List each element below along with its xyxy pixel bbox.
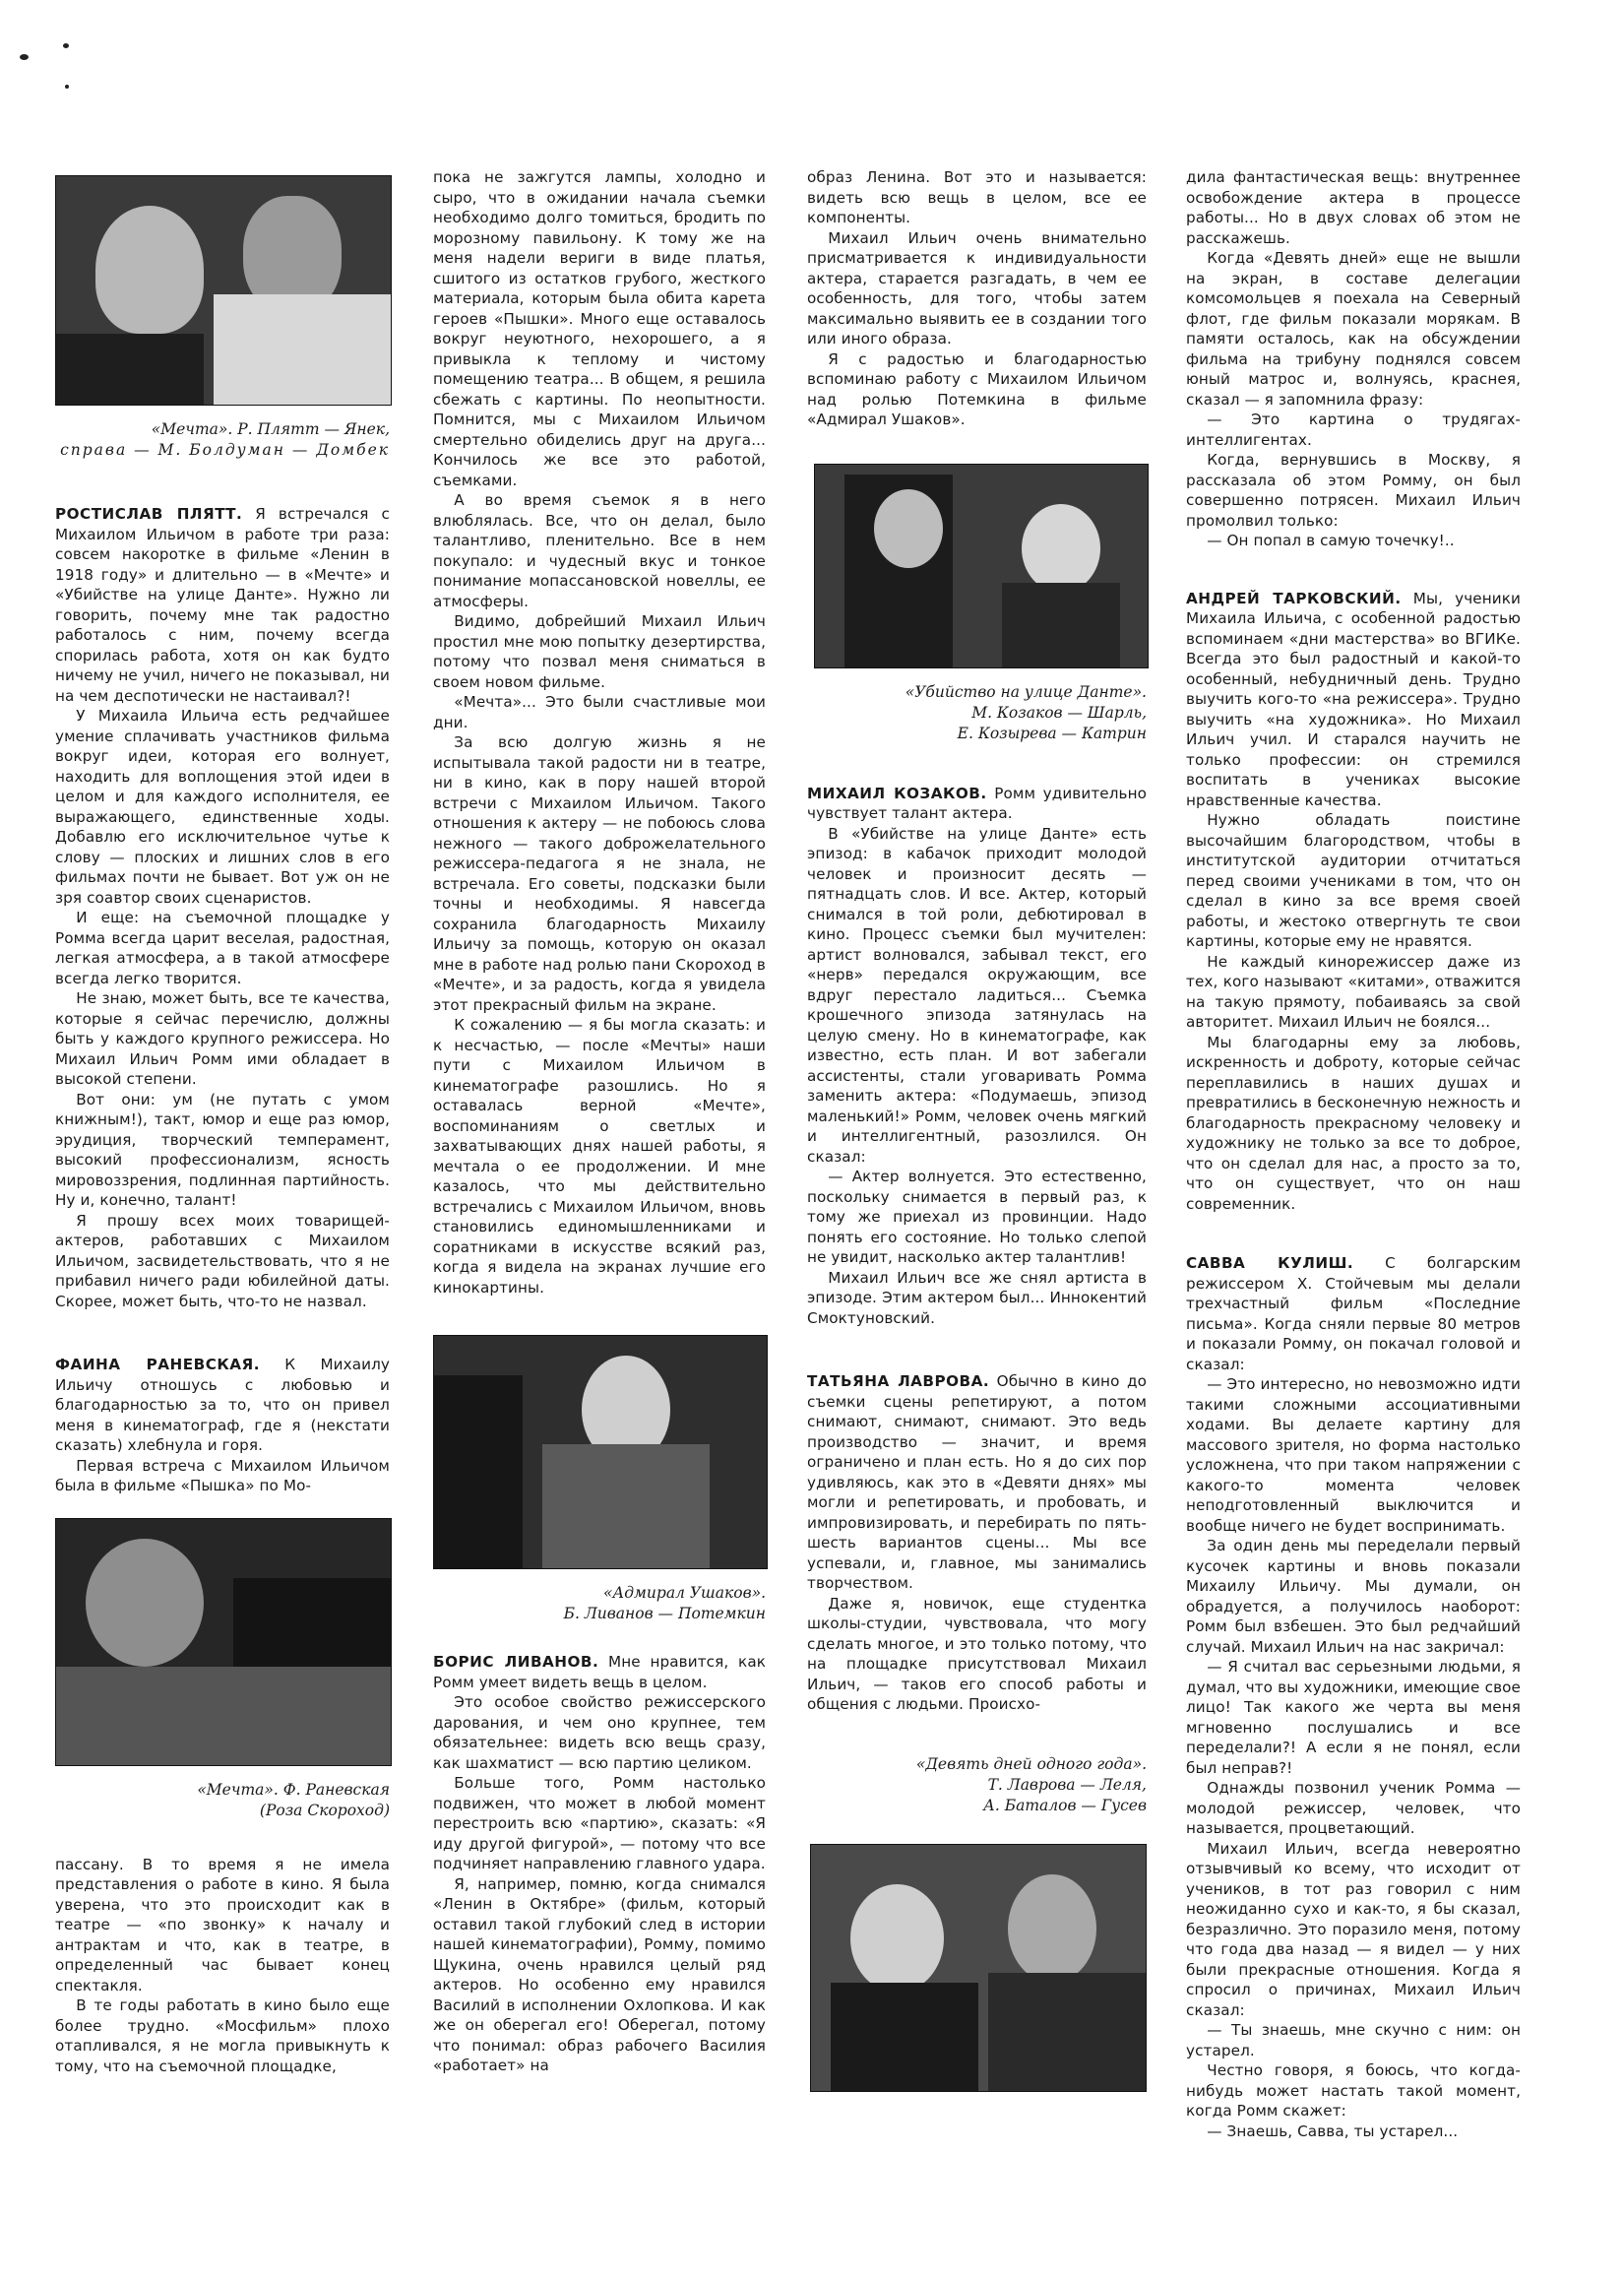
paragraph: дила фантастическая вещь: внутреннее освобождение актера в процессе работы... Но в двух словах об этом не расскажешь. [1186, 168, 1521, 247]
paragraph: Вот они: ум (не путать с умом книжным!), такт, юмор и еще раз юмор, эрудиция, творческий темперамент, высокий профессионализм, ясность мировоззрения, подлинная партийность. Ну и, конечно, талант! [55, 1090, 390, 1209]
paragraph: Первая встреча с Михаилом Ильичом была в фильме «Пышка» по Мо- [55, 1456, 390, 1494]
photo-ubiistvo-dante [814, 464, 1149, 668]
paragraph: Не каждый кинорежиссер даже из тех, кого называют «китами», отважится на такую прямоту, побаиваясь за свой авторитет. Михаил Ильич не боялся... [1186, 952, 1521, 1031]
author-name-plyatt: РОСТИСЛАВ ПЛЯТТ. [55, 505, 243, 523]
paragraph: Когда, вернувшись в Москву, я рассказала об этом Ромму, он был совершенно потрясен. Михаил Ильич промолвил только: [1186, 451, 1521, 530]
paragraph: Это особое свойство режиссерского дарования, и чем оно крупнее, тем обязательнее: видеть всю вещь сразу, как шахматист — всю партию целиком. [433, 1693, 766, 1772]
paragraph: Я прошу всех моих товарищей-актеров, работавших с Михаилом Ильичом, засвидетельствовать, что я не прибавил ничего ради юбилейной даты. Скорее, может быть, что-то не назвал. [55, 1211, 390, 1310]
paragraph: Мы благодарны ему за любовь, искренность и доброту, которые сейчас переплавились в наших душах и превратились в бесконечную нежность и благодарность прекрасному человеку и художнику не только за все то доброе, что он сделал для нас, а просто за то, что он существует, что он наш современник. [1186, 1033, 1521, 1213]
paragraph: За один день мы переделали первый кусочек картины и вновь показали Михаилу Ильичу. Мы думали, он обрадуется, а получилось наоборот: Ромм был взбешен. Это был редчайший случай. Михаил Ильич на нас закричал: [1186, 1537, 1521, 1656]
author-name-livanov: БОРИС ЛИВАНОВ. [433, 1653, 599, 1671]
paragraph: «Мечта»... Это были счастливые мои дни. [433, 693, 766, 731]
photo-devyat-dnei [810, 1844, 1147, 2092]
scan-speck [20, 54, 29, 60]
paragraph: ТАТЬЯНА ЛАВРОВА. Обычно в кино до съемки сцены репетируют, а потом снимают, снимают, снимают. Это ведь производство — значит, и время ограничено и план есть. Но я до сих пор удивляюсь, как это в «Девяти днях» мы могли и репетировать, и пробовать, и импровизировать, и перебирать по пять-шесть вариантов сцены... Мы все успевали, и, главное, мы занимались творчеством. [807, 1372, 1147, 1592]
paragraph: Даже я, новичок, еще студентка школы-студии, чувствовала, что могу сделать многое, и это только потому, что на площадке присутствовал Михаил Ильич, — таков его способ работы и общения с людьми. Происхо- [807, 1594, 1147, 1713]
paragraph: — Актер волнуется. Это естественно, поскольку снимается в первый раз, к тому же приехал из провинции. Надо понять его состояние. Но только слепой не увидит, насколько актер талантлив! [807, 1168, 1147, 1266]
paragraph: Однажды позвонил ученик Ромма — молодой режиссер, человек, что называется, процветающий. [1186, 1779, 1521, 1837]
paragraph: А во время съемок я в него влюблялась. Все, что он делал, было талантливо, пленительно. Все в нем покупало: и чудесный вкус и тонкое понимание мопассановской новеллы, ее атмосферы. [433, 491, 766, 610]
caption-ubiistvo-dante: «Убийство на улице Данте». М. Козаков — Шарль, Е. Козырева — Катрин [905, 682, 1147, 742]
column-2 [433, 167, 766, 2076]
paragraph: Не знаю, может быть, все те качества, которые я сейчас перечислю, должны быть у каждого крупного режиссера. Но Михаил Ильич Ромм ими обладает в высокой степени. [55, 989, 390, 1088]
paragraph: Я с радостью и благодарностью вспоминаю работу с Михаилом Ильичом над ролью Потемкина в фильме «Адмирал Ушаков». [807, 349, 1147, 428]
paragraph: Михаил Ильич очень внимательно присматривается к индивидуальности актера, старается разгадать, в чем ее особенность, для того, чтобы затем максимально выявить ее в создании того или иного образа. [807, 228, 1147, 348]
paragraph: И еще: на съемочной площадке у Ромма всегда царит веселая, радостная, легкая атмосфера, а в такой атмосфере всегда легко творится. [55, 909, 390, 987]
paragraph: Больше того, Ромм настолько подвижен, что может в любой момент перестроить всю «партию», сказать: «Я иду другой фигурой», — потому что все подчиняет направлению главного удара. [433, 1774, 766, 1872]
paragraph: В «Убийстве на улице Данте» есть эпизод: в кабачок приходит молодой человек и произносит десять — пятнадцать слов. И все. Актер, который снимался в той роли, дебютировал в кино. Процесс съемки был мучителен: артист волновался, забывал текст, его «нерв» передался окружающим, все вдруг перестало ладиться... Съемка крошечного эпизода затянулась на целую смену. Но в кинематографе, как известно, есть план. И вот забегали ассистенты, стали уговаривать Ромма заменить актера: «Подумаешь, эпизод маленький!» Ромм, человек очень мягкий и интеллигентный, разозлился. Он сказал: [807, 824, 1147, 1166]
paragraph: Нужно обладать поистине высочайшим благородством, чтобы в институтской аудитории отчитаться перед своими учениками в том, что он сделал в кино за все время своей работы, и жестоко отвергнуть те свои картины, которые ему не нравятся. [1186, 811, 1521, 950]
paragraph: пока не зажгутся лампы, холодно и сыро, что в ожидании начала съемки необходимо долго томиться, бродить по морозному павильону. К тому же на меня надели вериги в виде платья, сшитого из остатков грубого, жесткого материала, которым была обита карета героев «Пышки». Много еще оставалось вокруг неуютного, нехорошего, а я привыкла к теплому и чистому помещению театра... В общем, я решила сбежать с картины. По неопытности. Помнится, мы с Михаилом Ильичом смертельно обиделись друг на друга... Кончилось же все это работой, съемками. [433, 168, 766, 489]
caption-mechta-plyatt: «Мечта». Р. Плятт — Янек, справа — М. Болдуман — Домбек [60, 420, 390, 459]
paragraph: ФАИНА РАНЕВСКАЯ. К Михаилу Ильичу отношусь с любовью и благодарностью за то, что он привел меня в кинематограф, где я (некстати сказать) хлебнула и горя. [55, 1356, 390, 1454]
paragraph: К сожалению — я бы могла сказать: и к несчастью, — после «Мечты» наши пути с Михаилом Ильичом в кинематографе разошлись. Но я оставалась верной «Мечте», воспоминаниям о светлых и захватывающих днях нашей работы, я мечтала о ее продолжении. И мне казалось, что мы действительно встречались с Михаилом Ильичом, вновь становились единомышленниками и соратниками в искусстве всякий раз, когда я видела на экранах лучшие его кинокартины. [433, 1016, 766, 1297]
scan-speck [65, 85, 69, 89]
paragraph: — Это картина о трудягах-интеллигентах. [1186, 411, 1521, 449]
paragraph: Михаил Ильич все же снял артиста в эпизоде. Этим актером был... Иннокентий Смоктуновский. [807, 1268, 1147, 1327]
paragraph: РОСТИСЛАВ ПЛЯТТ. Я встречался с Михаилом Ильичом в работе три раза: совсем накоротке в фильме «Ленин в 1918 году» и длительно — в «Мечте» и «Убийстве на улице Данте». Нужно ли говорить, почему мне так радостно работалось с ним, почему всегда спорилась работа, хотя он как будто ничему не учил, ничего не показывал, ни на чем деспотически не настаивал?! [55, 505, 390, 705]
paragraph: — Ты знаешь, мне скучно с ним: он устарел. [1186, 2021, 1521, 2059]
column-4 [1186, 167, 1521, 2141]
author-name-ranevskaya: ФАИНА РАНЕВСКАЯ. [55, 1356, 260, 1373]
photo-mechta-plyatt [55, 175, 392, 406]
paragraph: образ Ленина. Вот это и называется: видеть всю вещь в целом, все ее компоненты. [807, 168, 1147, 226]
column-3 [807, 167, 1147, 2092]
paragraph: Михаил Ильич, всегда невероятно отзывчивый ко всему, что исходит от учеников, в тот раз говорил с ним неожиданно сухо и как-то, я бы сказал, безразлично. Это поразило меня, потому что года два назад — я видел — у них были прекрасные отношения. Когда я спросил о причинах, Михаил Ильич сказал: [1186, 1839, 1521, 2019]
caption-mechta-ranevskaya: «Мечта». Ф. Раневская (Роза Скороход) [197, 1780, 390, 1819]
author-name-kozakov: МИХАИЛ КОЗАКОВ. [807, 784, 987, 802]
author-name-tarkovsky: АНДРЕЙ ТАРКОВСКИЙ. [1186, 589, 1402, 607]
author-name-kulish: САВВА КУЛИШ. [1186, 1254, 1354, 1272]
column-1 [55, 175, 390, 2076]
photo-admiral-ushakov [433, 1335, 768, 1569]
paragraph: — Я считал вас серьезными людьми, я думал, что вы художники, имеющие свое лицо! Так какого же черта вы меня мгновенно послушались и все переделали?! А если я не понял, если был неправ?! [1186, 1658, 1521, 1777]
caption-devyat-dnei: «Девять дней одного года». Т. Лаврова — Леля, А. Баталов — Гусев [915, 1754, 1147, 1814]
paragraph: САВВА КУЛИШ. С болгарским режиссером Х. Стойчевым мы делали трехчастный фильм «Последние письма». Когда сняли первые 80 метров и показали Ромму, он покачал головой и сказал: [1186, 1254, 1521, 1373]
paragraph: У Михаила Ильича есть редчайшее умение сплачивать участников фильма вокруг идеи, которая его волнует, находить для воплощения этой идеи в целом и для каждого исполнителя, ее выражающего, единственные ходы. Добавлю его исключительное чутье к слову — плоских и лишних слов в его фильмах почти не бывает. Вот уж он не зря соавтор своих сценаристов. [55, 707, 390, 907]
paragraph: Честно говоря, я боюсь, что когда-нибудь может настать такой момент, когда Ромм скажет: [1186, 2061, 1521, 2120]
paragraph: Я, например, помню, когда снимался «Ленин в Октябре» (фильм, который оставил такой глубокий след в истории нашей кинематографии), Ромму, помимо Щукина, очень нравился целый ряд актеров. Но особенно ему нравился Василий в исполнении Охлопкова. И как же он оберегал его! Оберегал, потому что понимал: образ рабочего Василия «работает» на [433, 1874, 766, 2074]
paragraph: БОРИС ЛИВАНОВ. Мне нравится, как Ромм умеет видеть вещь в целом. [433, 1653, 767, 1691]
scan-speck [63, 43, 69, 48]
paragraph: — Он попал в самую точечку!.. [1207, 532, 1455, 549]
paragraph: МИХАИЛ КОЗАКОВ. Ромм удивительно чувствует талант актера. [807, 784, 1147, 822]
paragraph: За всю долгую жизнь я не испытывала такой радости ни в театре, ни в кино, как в пору нашей второй встречи с Михаилом Ильичом. Такого отношения к актеру — не побоюсь слова нежного — такого доброжелательного режиссера-педагога я не знала, не встречала. Его советы, подсказки были точны и необходимы. Я навсегда сохранила благодарность Михаилу Ильичу за помощь, которую он оказал мне в работе над ролью пани Скороход в «Мечте», и за радость, когда я увидела этот прекрасный фильм на экране. [433, 733, 766, 1014]
paragraph: АНДРЕЙ ТАРКОВСКИЙ. Мы, ученики Михаила Ильича, с особенной радостью вспоминаем «дни мастерства» во ВГИКе. Всегда это был радостный и какой-то особенный, небудничный день. Трудно выучить кого-то «на режиссера». Трудно выучить «на художника». Но Михаил Ильич учил. И старался научить не только профессии: он стремился воспитать в учениках высокие нравственные качества. [1186, 589, 1521, 809]
paragraph: Видимо, добрейший Михаил Ильич простил мне мою попытку дезертирства, потому что позвал меня сниматься в своем новом фильме. [433, 612, 766, 691]
author-name-lavrova: ТАТЬЯНА ЛАВРОВА. [807, 1372, 990, 1390]
photo-mechta-ranevskaya [55, 1518, 392, 1766]
paragraph: — Знаешь, Савва, ты устарел... [1207, 2122, 1459, 2140]
paragraph: пассану. В то время я не имела представления о работе в кино. Я была уверена, что это происходит как в театре — «по звонку» к началу и антрактам и что, как в театре, в определенный час бывает конец спектакля. [55, 1855, 390, 1995]
paragraph: — Это интересно, но невозможно идти такими сложными ассоциативными ходами. Вы делаете картину для массового зрителя, но форма настолько усложнена, что при таком напряжении с какого-то момента человек неподготовленный выключится и вообще ничего не будет воспринимать. [1186, 1375, 1521, 1535]
paragraph: В те годы работать в кино было еще более трудно. «Мосфильм» плохо отапливался, я не могла привыкнуть к тому, что на съемочной площадке, [55, 1996, 390, 2075]
paragraph: Когда «Девять дней» еще не вышли на экран, в составе делегации комсомольцев я поехала на Северный флот, где фильм показали морякам. В памяти осталось, как на обсуждении фильма на трибуну поднялся совсем юный матрос и, волнуясь, краснея, сказал — я запомнила фразу: [1186, 249, 1521, 409]
caption-admiral-ushakov: «Адмирал Ушаков». Б. Ливанов — Потемкин [563, 1584, 766, 1622]
